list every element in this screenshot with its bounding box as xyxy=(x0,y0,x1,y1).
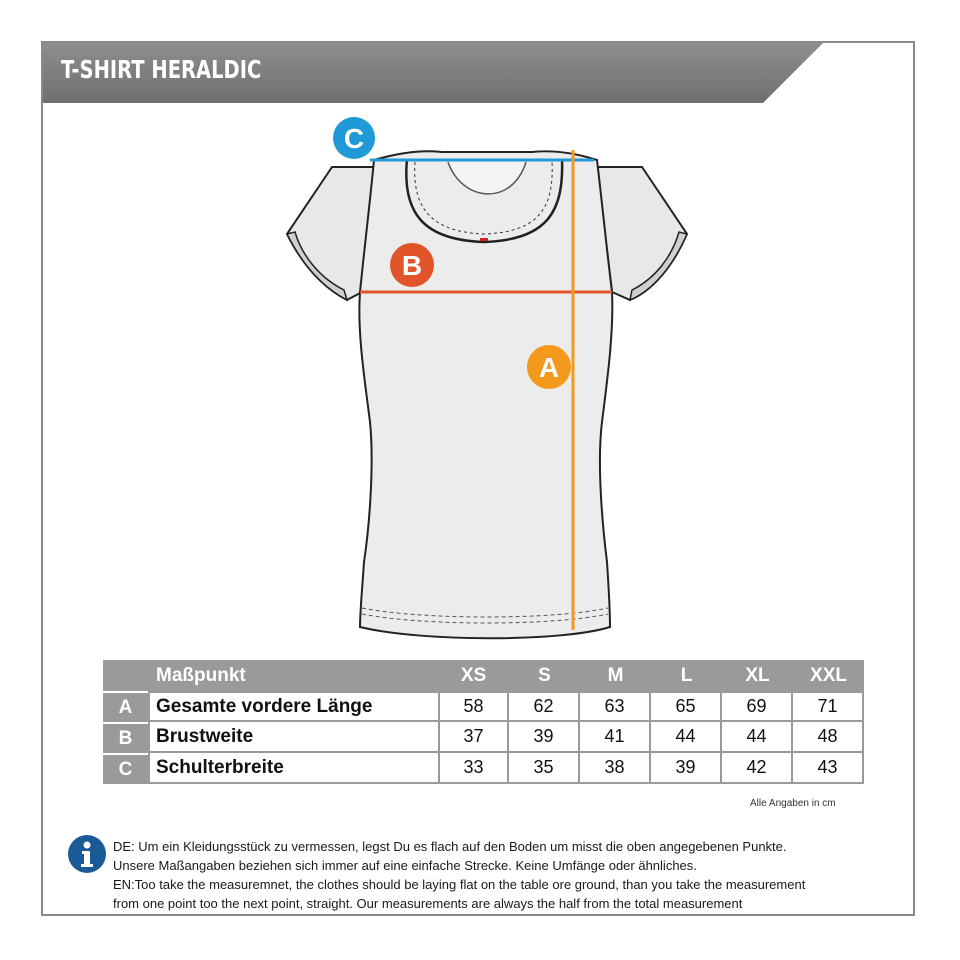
table-corner-cell xyxy=(103,660,148,691)
column-header-l: L xyxy=(651,660,722,691)
marker-b-label: B xyxy=(401,250,423,281)
marker-b xyxy=(390,243,434,287)
column-header-measure-point: Maßpunkt xyxy=(148,660,438,691)
table-cell: 48 xyxy=(793,722,864,753)
marker-c xyxy=(333,117,375,159)
marker-a-label: A xyxy=(538,352,560,383)
page-title: T-SHIRT HERALDIC xyxy=(61,55,262,84)
row-label: Brustweite xyxy=(148,722,438,753)
table-cell: 35 xyxy=(509,753,580,784)
column-header-xl: XL xyxy=(722,660,793,691)
table-cell: 39 xyxy=(509,722,580,753)
table-cell: 44 xyxy=(722,722,793,753)
neck-label xyxy=(480,238,488,241)
table-row xyxy=(103,753,864,784)
row-letter: B xyxy=(103,722,148,753)
column-header-xxl: XXL xyxy=(793,660,864,691)
tshirt-drawing xyxy=(43,43,917,658)
marker-c-label: C xyxy=(343,123,365,154)
column-header-s: S xyxy=(509,660,580,691)
table-cell: 65 xyxy=(651,691,722,722)
table-cell: 69 xyxy=(722,691,793,722)
table-cell: 43 xyxy=(793,753,864,784)
table-cell: 44 xyxy=(651,722,722,753)
table-cell: 38 xyxy=(580,753,651,784)
row-label: Gesamte vordere Länge xyxy=(148,691,438,722)
table-row xyxy=(103,722,864,753)
marker-a xyxy=(527,345,571,389)
info-icon xyxy=(67,834,107,874)
row-label: Schulterbreite xyxy=(148,753,438,784)
column-header-xs: XS xyxy=(438,660,509,691)
instruction-line: EN:Too take the measuremnet, the clothes should be laying flat on the table ore ground, than you take the measurement xyxy=(113,877,806,892)
table-header-row xyxy=(103,660,864,691)
table-cell: 33 xyxy=(438,753,509,784)
table-cell: 37 xyxy=(438,722,509,753)
table-cell: 58 xyxy=(438,691,509,722)
table-row xyxy=(103,691,864,722)
row-letter: A xyxy=(103,691,148,722)
table-cell: 42 xyxy=(722,753,793,784)
table-cell: 63 xyxy=(580,691,651,722)
instruction-line: from one point too the next point, straight. Our measurements are always the half from the total measurement xyxy=(113,896,743,911)
unit-note: Alle Angaben in cm xyxy=(750,798,836,809)
size-chart-panel xyxy=(41,41,915,916)
table-cell: 71 xyxy=(793,691,864,722)
instruction-line: DE: Um ein Kleidungsstück zu vermessen, legst Du es flach auf den Boden um misst die oben angegebenen Punkte. xyxy=(113,839,787,854)
size-table xyxy=(103,660,864,784)
table-cell: 62 xyxy=(509,691,580,722)
row-letter: C xyxy=(103,753,148,784)
measurement-instructions xyxy=(113,837,903,913)
column-header-m: M xyxy=(580,660,651,691)
table-cell: 41 xyxy=(580,722,651,753)
table-cell: 39 xyxy=(651,753,722,784)
instruction-line: Unsere Maßangaben beziehen sich immer auf eine einfache Strecke. Keine Umfänge oder ähnliches. xyxy=(113,858,697,873)
